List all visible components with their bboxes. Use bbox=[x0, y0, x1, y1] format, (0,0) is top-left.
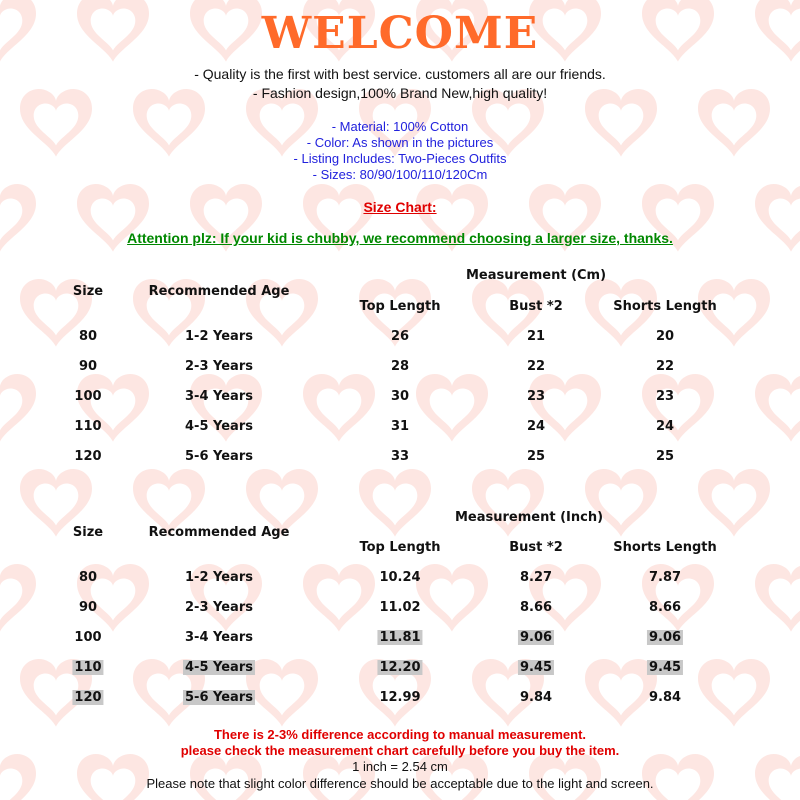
cell-bust: 23 bbox=[526, 389, 546, 404]
cell-top-length bbox=[377, 660, 422, 675]
intro-line-quality: - Quality is the first with best service. customers all are our friends. bbox=[194, 66, 606, 82]
cell-bust: 9.84 bbox=[519, 690, 553, 705]
highlighted-value: 9.45 bbox=[519, 660, 553, 675]
cell-size: 80 bbox=[78, 329, 98, 344]
col-header-age: Recommended Age bbox=[148, 525, 290, 540]
cell-age: 3-4 Years bbox=[185, 630, 253, 645]
cell-size: 120 bbox=[74, 449, 102, 464]
note-inch-conversion: 1 inch = 2.54 cm bbox=[352, 759, 448, 774]
cell-top-length: 30 bbox=[390, 389, 410, 404]
cell-bust: 8.27 bbox=[519, 570, 553, 585]
cell-top-length: 10.24 bbox=[379, 570, 421, 585]
highlighted-value: 9.06 bbox=[519, 630, 553, 645]
highlighted-value: 9.06 bbox=[648, 630, 682, 645]
cell-age: 2-3 Years bbox=[185, 359, 253, 374]
cell-bust: 22 bbox=[526, 359, 546, 374]
cell-size: 90 bbox=[78, 359, 98, 374]
note-check-chart: please check the measurement chart carefully before you buy the item. bbox=[180, 743, 620, 758]
cell-bust: 8.66 bbox=[519, 600, 553, 615]
cell-top-length: 12.99 bbox=[379, 690, 421, 705]
cell-age: 1-2 Years bbox=[185, 570, 253, 585]
highlighted-value: 12.20 bbox=[379, 660, 421, 675]
cell-size: 80 bbox=[78, 570, 98, 585]
cell-age: 1-2 Years bbox=[185, 329, 253, 344]
highlighted-value: 110 bbox=[74, 660, 102, 675]
col-header-shorts-length: Shorts Length bbox=[613, 540, 717, 555]
cell-shorts-length: 8.66 bbox=[648, 600, 682, 615]
cell-shorts-length: 24 bbox=[655, 419, 675, 434]
highlighted-value: 4-5 Years bbox=[185, 660, 253, 675]
note-manual-measurement: There is 2-3% difference according to manual measurement. bbox=[213, 727, 587, 742]
cell-bust: 24 bbox=[526, 419, 546, 434]
cell-bust: 21 bbox=[526, 329, 546, 344]
cell-age bbox=[183, 660, 255, 675]
cell-shorts-length: 9.84 bbox=[648, 690, 682, 705]
cell-shorts-length: 7.87 bbox=[648, 570, 682, 585]
cell-age: 4-5 Years bbox=[185, 419, 253, 434]
col-header-top-length: Top Length bbox=[359, 299, 441, 314]
col-header-age: Recommended Age bbox=[148, 284, 290, 299]
size-chart-heading: Size Chart: bbox=[363, 199, 437, 215]
col-header-size: Size bbox=[72, 284, 104, 299]
col-header-size: Size bbox=[72, 525, 104, 540]
cell-shorts-length: 25 bbox=[655, 449, 675, 464]
cell-age: 2-3 Years bbox=[185, 600, 253, 615]
cell-top-length: 28 bbox=[390, 359, 410, 374]
intro-line-fashion: - Fashion design,100% Brand New,high quality! bbox=[252, 85, 548, 101]
col-header-bust: Bust *2 bbox=[509, 540, 563, 555]
highlighted-value: 120 bbox=[74, 690, 102, 705]
cell-size: 100 bbox=[74, 630, 102, 645]
highlighted-value: 5-6 Years bbox=[185, 690, 253, 705]
note-color-difference: Please note that slight color difference should be acceptable due to the light and screen. bbox=[146, 776, 654, 791]
cell-size: 100 bbox=[74, 389, 102, 404]
cell-top-length: 33 bbox=[390, 449, 410, 464]
measurement-header-cm: Measurement (Cm) bbox=[465, 268, 607, 283]
cell-top-length bbox=[377, 630, 422, 645]
page-title: WELCOME bbox=[261, 8, 539, 59]
col-header-shorts-length: Shorts Length bbox=[613, 299, 717, 314]
spec-material: - Material: 100% Cotton bbox=[331, 119, 469, 134]
spec-color: - Color: As shown in the pictures bbox=[306, 135, 494, 150]
cell-shorts-length bbox=[647, 630, 683, 645]
cell-bust bbox=[518, 660, 554, 675]
cell-top-length: 11.02 bbox=[379, 600, 421, 615]
spec-listing: - Listing Includes: Two-Pieces Outfits bbox=[293, 151, 507, 166]
highlighted-value: 9.45 bbox=[648, 660, 682, 675]
col-header-bust: Bust *2 bbox=[509, 299, 563, 314]
measurement-header-inch: Measurement (Inch) bbox=[454, 510, 604, 525]
cell-bust bbox=[518, 630, 554, 645]
cell-top-length: 31 bbox=[390, 419, 410, 434]
cell-shorts-length: 22 bbox=[655, 359, 675, 374]
cell-age bbox=[183, 690, 255, 705]
cell-shorts-length bbox=[647, 660, 683, 675]
highlighted-value: 11.81 bbox=[379, 630, 421, 645]
attention-note: Attention plz: If your kid is chubby, we recommend choosing a larger size, thanks. bbox=[127, 230, 673, 246]
cell-size: 90 bbox=[78, 600, 98, 615]
cell-size bbox=[72, 660, 103, 675]
cell-size: 110 bbox=[74, 419, 102, 434]
cell-shorts-length: 20 bbox=[655, 329, 675, 344]
cell-size bbox=[72, 690, 103, 705]
cell-age: 5-6 Years bbox=[185, 449, 253, 464]
cell-top-length: 26 bbox=[390, 329, 410, 344]
cell-age: 3-4 Years bbox=[185, 389, 253, 404]
cell-shorts-length: 23 bbox=[655, 389, 675, 404]
col-header-top-length: Top Length bbox=[359, 540, 441, 555]
cell-bust: 25 bbox=[526, 449, 546, 464]
spec-sizes: - Sizes: 80/90/100/110/120Cm bbox=[312, 167, 488, 182]
